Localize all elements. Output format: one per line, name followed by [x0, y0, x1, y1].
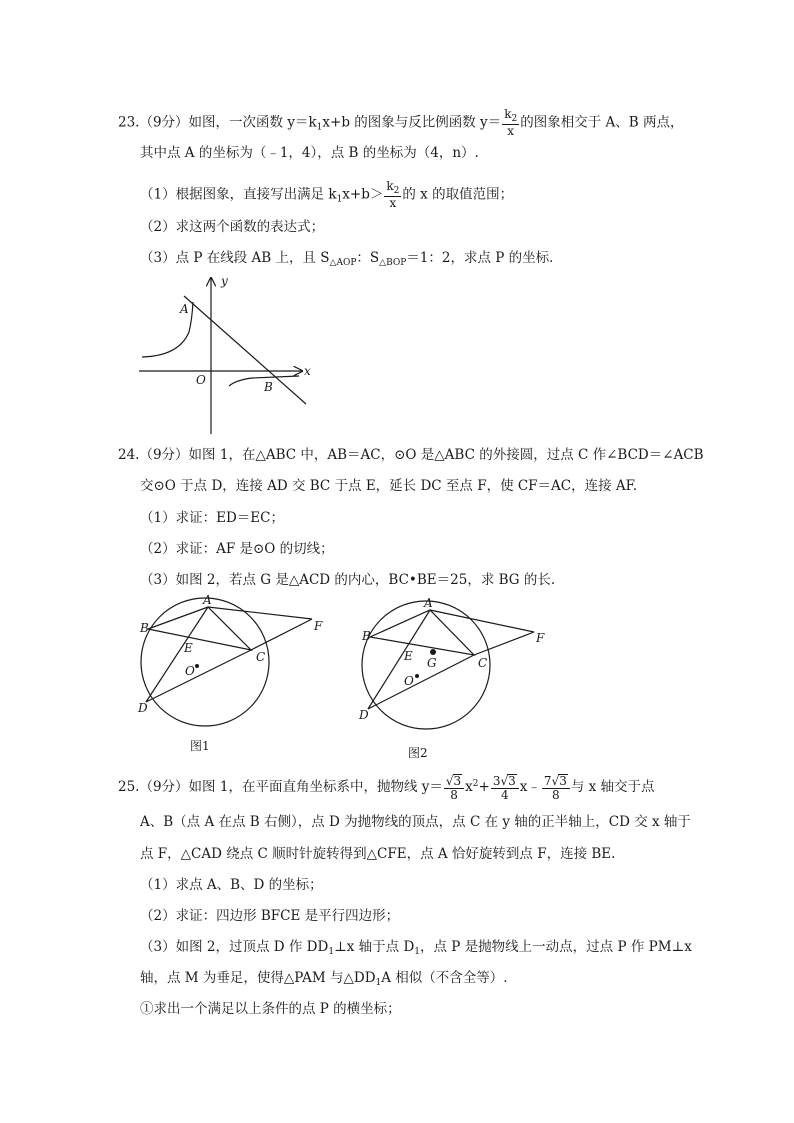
q25-item1: （1）求点 A、B、D 的坐标； — [140, 877, 323, 893]
label-a: A — [180, 302, 189, 316]
q24-line1: 24.（9分）如图 1，在△ABC 中，AB＝AC，⊙O 是△ABC 的外接圆，过点 C 作∠BCD＝∠ACB — [118, 447, 704, 463]
label-o: O — [404, 674, 414, 688]
label-y: y — [221, 274, 228, 288]
linear-function-line — [184, 296, 306, 404]
3sqrt3-over-4-fraction: $\frac{3√3}{4}$ — [491, 774, 519, 801]
segment-af — [208, 607, 312, 619]
q24-item2: （2）求证：AF 是⊙O 的切线； — [140, 541, 334, 557]
q23-item3: （3）点 P 在线段 AB 上，且 $S_{\triangle AOP}$：$S_{\triangle BOP}=1$：2，求点 P 的坐标． — [140, 250, 563, 268]
label-f: F — [314, 619, 323, 633]
label-f: F — [536, 631, 545, 645]
label-b: B — [362, 629, 371, 643]
q25-line1: 25.（9分）如图 1，在平面直角坐标系中，抛物线 y＝ $\frac{√3}{8}$ $x^2+$ $\frac{3√3}{4}$ x﹣ $\frac{7√3}{8}$ 与 x 轴交于点 — [118, 773, 655, 802]
q25-item2: （2）求证：四边形 BFCE 是平行四边形； — [140, 908, 400, 924]
label-c: C — [478, 656, 488, 670]
center-o-dot — [415, 674, 419, 678]
q25-item3-line2: 轴，点 M 为垂足，使得△PAM 与$\triangle DD_1A$ 相似（不含全等）. — [140, 970, 508, 988]
point-g-dot — [430, 649, 436, 655]
fig2-caption: 图2 — [408, 746, 428, 760]
q24-item3: （3）如图 2，若点 G 是△ACD 的内心，BC•BE＝25，求 BG 的长. — [140, 572, 556, 588]
q23-line2: 其中点 A 的坐标为（﹣1，4），点 B 的坐标为（4，n）. — [140, 145, 479, 161]
segment-dc — [368, 655, 474, 709]
label-b: B — [140, 621, 149, 635]
7sqrt3-over-8-fraction: $\frac{7√3}{8}$ — [542, 774, 570, 801]
label-o: O — [185, 664, 195, 678]
q23-line1: 23.（9分）如图，一次函数 $y=k_1x+b$ 的图象与反比例函数 y＝ $\frac{k_2}{x}$ 的图象相交于 A、B 两点， — [118, 107, 684, 139]
segment-cf — [251, 619, 312, 650]
label-a: A — [203, 594, 212, 607]
q23-function-graph — [134, 272, 314, 436]
q23-item2: （2）求这两个函数的表达式； — [140, 219, 325, 235]
circle-o — [141, 598, 269, 726]
label-d: D — [138, 701, 148, 715]
label-c: C — [256, 650, 266, 664]
q24-line2: 交⊙O 于点 D，连接 AD 交 BC 于点 E，延长 DC 至点 F，使 CF＝AC，连接 AF. — [140, 478, 638, 494]
k2-over-x-fraction: $\frac{k_2}{x}$ — [386, 179, 400, 211]
q23-item1: （1）根据图象，直接写出满足 $k_1x+b>$ $\frac{k_2}{x}$ 的 x 的取值范围； — [140, 179, 514, 211]
q24-figure-1 — [132, 594, 332, 734]
label-e: E — [184, 641, 193, 655]
sqrt3-over-8-fraction: $\frac{√3}{8}$ — [444, 774, 464, 801]
label-g: G — [427, 656, 437, 670]
q24-figure-2 — [354, 597, 554, 737]
q25-item3: （3）如图 2，过顶点 D 作 $DD_1\perp x$ 轴于点 $D_1$，点 P 是抛物线上一动点，过点 P 作 PM⊥x — [140, 939, 692, 957]
label-o: O — [196, 373, 206, 387]
segment-af — [430, 610, 534, 632]
label-a: A — [424, 597, 433, 610]
label-e: E — [404, 649, 413, 663]
label-d: D — [359, 708, 369, 722]
center-o-dot — [195, 664, 199, 668]
segment-dc — [146, 650, 251, 702]
q25-line3: 点 F，△CAD 绕点 C 顺时针旋转得到△CFE，点 A 恰好旋转到点 F，连接 BE. — [140, 846, 616, 862]
q24-item1: （1）求证：ED＝EC； — [140, 510, 284, 526]
circle-o — [362, 601, 490, 729]
q25-sub-item-1: ①求出一个满足以上条件的点 P 的横坐标； — [140, 1001, 401, 1017]
label-b: B — [264, 380, 273, 394]
q25-line2: A、B（点 A 在点 B 右侧），点 D 为抛物线的顶点，点 C 在 y 轴的正半轴上，CD 交 x 轴于 — [140, 814, 691, 830]
fig1-caption: 图1 — [190, 739, 210, 753]
triangle-abc — [370, 610, 474, 655]
k2-over-x-fraction: $\frac{k_2}{x}$ — [504, 107, 518, 139]
segment-ad — [368, 610, 430, 709]
label-x: x — [304, 364, 311, 378]
